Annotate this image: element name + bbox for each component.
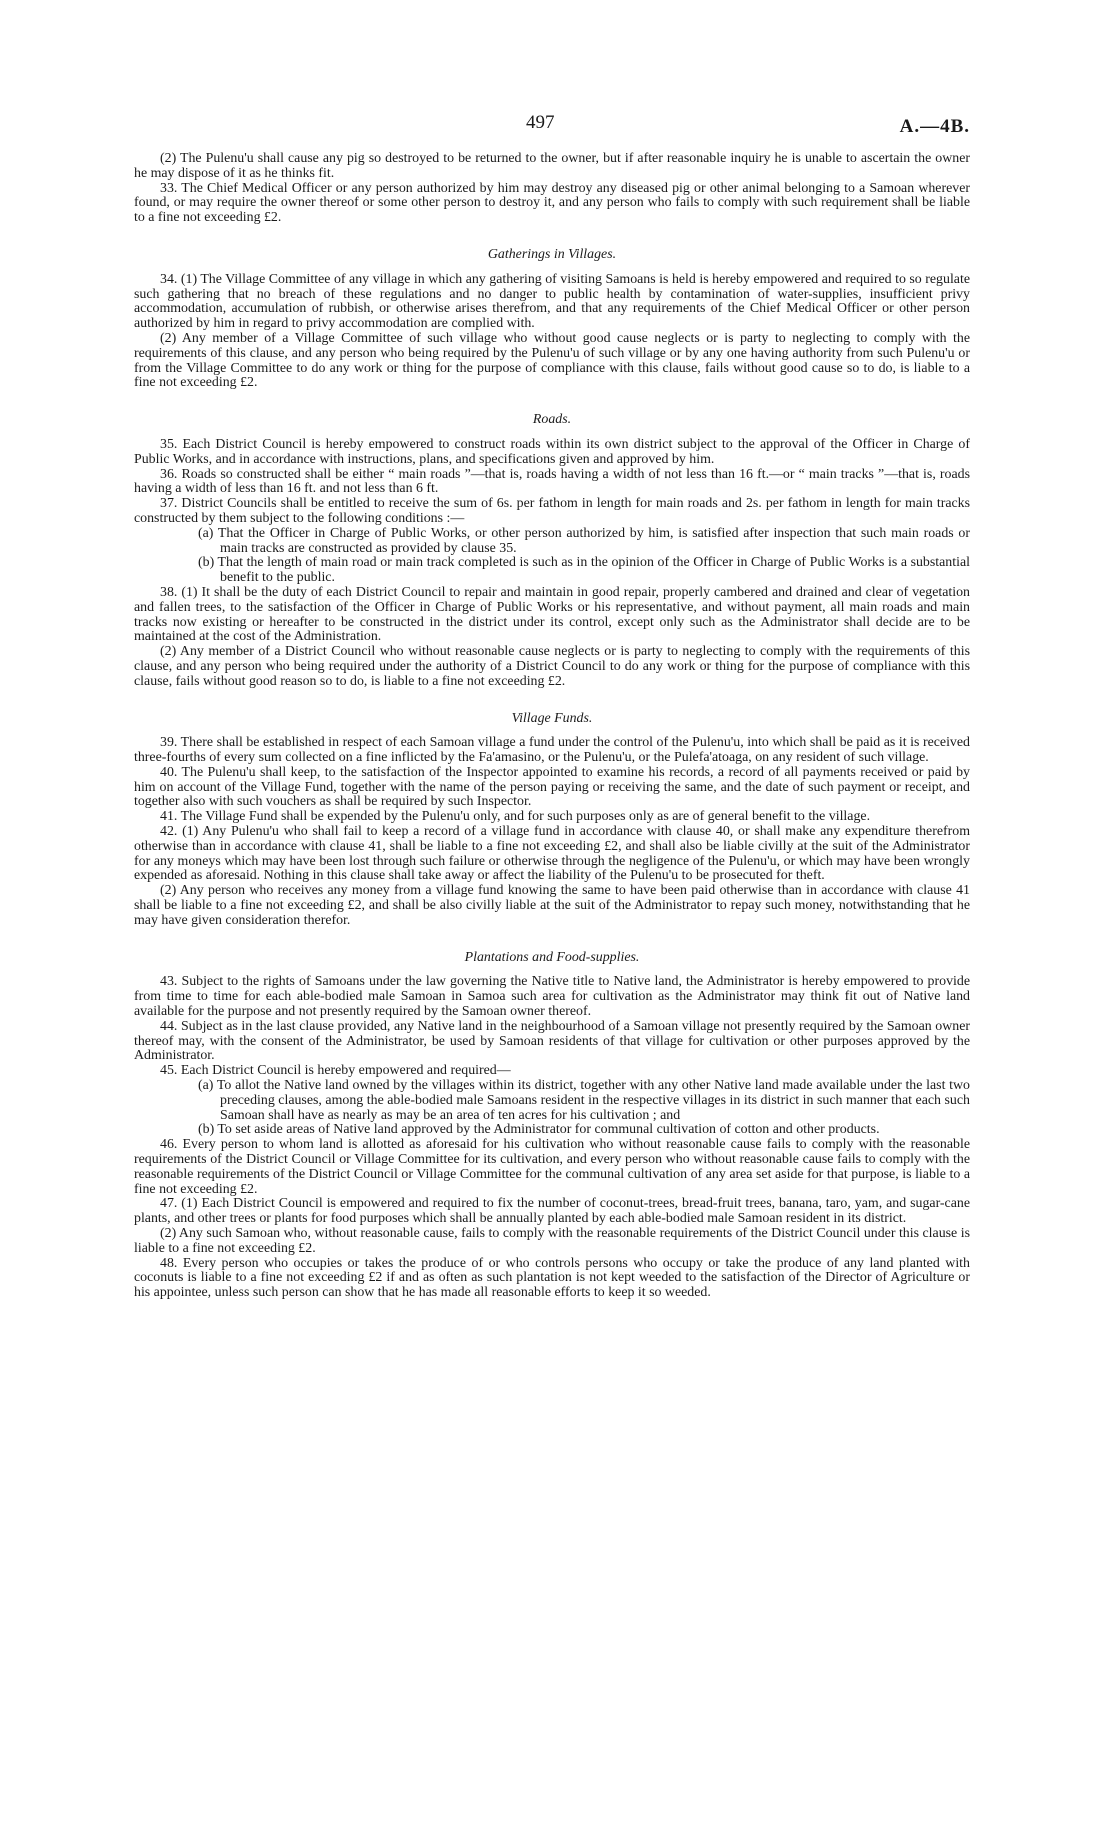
paragraph: 45. Each District Council is hereby empowered and required— xyxy=(160,1063,511,1079)
paragraph: 47. (1) Each District Council is empowered and required to fix the number of coconut-trees, bread-fruit trees, banana, taro, yam, and sugar-cane plants, and other trees or plants for food purposes which shall be annually planted by each able-bodied male Samoan resident in its district. xyxy=(134,1196,970,1227)
paragraph: 44. Subject as in the last clause provided, any Native land in the neighbourhood of a Samoan village not presently required by the Samoan owner thereof may, with the consent of the Administrator, be used by Samoan residents of that village for cultivation or other purposes approved by the Administrator. xyxy=(134,1018,970,1064)
document-page xyxy=(134,112,970,1301)
paragraph: (2) The Pulenu'u shall cause any pig so destroyed to be returned to the owner, but if after reasonable inquiry he is unable to ascertain the owner he may dispose of it as he thinks fit. xyxy=(134,151,970,181)
paragraph: 41. The Village Fund shall be expended by the Pulenu'u only, and for such purposes only as are of general benefit to the village. xyxy=(160,809,871,825)
list-item: (a) That the Officer in Charge of Public Works, or other person authorized by him, is satisfied after inspection that such main roads or main tracks are constructed as provided by clause 35. xyxy=(198,525,970,556)
paragraph: 36. Roads so constructed shall be either “ main roads ”—that is, roads having a width of not less than 16 ft.—or “ main tracks ”—that is, roads having a width of less than 16 ft. and not less than 6 ft. xyxy=(134,466,970,497)
paragraph: (2) Any such Samoan who, without reasonable cause, fails to comply with the reasonable requirements of the District Council under this clause is liable to a fine not exceeding £2. xyxy=(134,1226,970,1256)
page-number: 497 xyxy=(526,112,555,133)
list-item: (b) To set aside areas of Native land approved by the Administrator for communal cultivation of cotton and other products. xyxy=(198,1122,880,1138)
section-heading: Gatherings in Villages. xyxy=(487,246,617,262)
paragraph: 35. Each District Council is hereby empowered to construct roads within its own district subject to the approval of the Officer in Charge of Public Works, and in accordance with instructions, plans, and specifications given and approved by him. xyxy=(134,436,970,467)
paragraph: (2) Any member of a District Council who without reasonable cause neglects or is party to neglecting to comply with the requirements of this clause, and any person who being required under the authority of a District Council to do any work or thing for the purpose of compliance with this clause, fails without good reason so to do, is liable to a fine not exceeding £2. xyxy=(134,644,970,689)
section-heading: Roads. xyxy=(532,412,572,428)
paragraph: 42. (1) Any Pulenu'u who shall fail to keep a record of a village fund in accordance with clause 40, or shall make any expenditure therefrom otherwise than in accordance with clause 41, shall be liable to a fine not exceeding £2, and shall also be liable civilly at the suit of the Administrator for any moneys which may have been lost through such failure or otherwise through the negligence of the Pulenu'u, or which may have been wrongly expended as aforesaid. Nothing in this clause shall take away or affect the liability of the Pulenu'u to be prosecuted for theft. xyxy=(134,824,970,884)
paragraph: 38. (1) It shall be the duty of each District Council to repair and maintain in good repair, properly cambered and drained and clear of vegetation and fallen trees, to the satisfaction of the Officer in Charge of Public Works or his representative, and without payment, all main roads and main tracks now existing or hereafter to be constructed in the district under its control, except only such as the Administrator shall decide are to be maintained at the cost of the Administration. xyxy=(134,584,970,645)
paragraph: 33. The Chief Medical Officer or any person authorized by him may destroy any diseased pig or other animal belonging to a Samoan wherever found, or may require the owner thereof or some other person to destroy it, and any person who fails to comply with such requirement shall be liable to a fine not exceeding £2. xyxy=(134,180,970,226)
section-heading: Plantations and Food-supplies. xyxy=(464,949,640,965)
paragraph: 43. Subject to the rights of Samoans under the law governing the Native title to Native land, the Administrator is hereby empowered to provide from time to time for each able-bodied male Samoan in Samoa such area for cultivation as the Administrator may think fit out of Native land available for the purpose and not presently required by the Samoan owner thereof. xyxy=(134,974,970,1020)
paragraph: (2) Any person who receives any money from a village fund knowing the same to have been paid otherwise than in accordance with clause 41 shall be liable to a fine not exceeding £2, and shall be also civilly liable at the suit of the Administrator to repay such money, notwithstanding that he may have given consideration therefor. xyxy=(134,883,970,928)
paragraph: 46. Every person to whom land is allotted as aforesaid for his cultivation who without reasonable cause fails to comply with the reasonable requirements of the District Council or Village Committee for its cultivation, and every person who without reasonable cause fails to comply with the reasonable requirements of the District Council or Village Committee for the communal cultivation of any area set aside for that purpose, is liable to a fine not exceeding £2. xyxy=(134,1137,970,1197)
paragraph: 48. Every person who occupies or takes the produce of or who controls persons who occupy or take the produce of any land planted with coconuts is liable to a fine not exceeding £2 if and as often as such plantation is not kept weeded to the satisfaction of the Director of Agriculture or his appointee, unless such person can show that he has made all reasonable efforts to keep it so weeded. xyxy=(134,1255,970,1301)
paragraph: 34. (1) The Village Committee of any village in which any gathering of visiting Samoans is held is hereby empowered and required to so regulate such gathering that no breach of these regulations and no danger to public health by contamination of water-supplies, insufficient privy accommodation, accumulation of rubbish, or otherwise arises therefrom, and that any requirements of the Chief Medical Officer or other person authorized by him in regard to privy accommodation are complied with. xyxy=(134,271,970,332)
paragraph: (2) Any member of a Village Committee of such village who without good cause neglects or is party to neglecting to comply with the requirements of this clause, and any person who being required by the Pulenu'u of such village or by any one having authority from such Pulenu'u or from the Village Committee to do any work or thing for the purpose of compliance with this clause, fails without good cause so to do, is liable to a fine not exceeding £2. xyxy=(134,330,970,391)
list-item: (b) That the length of main road or main track completed is such as in the opinion of the Officer in Charge of Public Works is a substantial benefit to the public. xyxy=(198,555,970,586)
paragraph: 37. District Councils shall be entitled to receive the sum of 6s. per fathom in length for main roads and 2s. per fathom in length for main tracks constructed by them subject to the following conditions :— xyxy=(134,496,970,526)
document-body xyxy=(134,152,970,1301)
page-header xyxy=(134,112,970,152)
paragraph: 40. The Pulenu'u shall keep, to the satisfaction of the Inspector appointed to examine his records, a record of all payments received or paid by him on account of the Village Fund, together with the name of the person paying or receiving the same, and the date of such payment or receipt, and together also with such vouchers as shall be required by such Inspector. xyxy=(134,764,970,810)
list-item: (a) To allot the Native land owned by the villages within its district, together with any other Native land made available under the last two preceding clauses, among the able-bodied male Samoans resident in the respective villages in its district in such manner that each such Samoan shall have as nearly as may be an area of ten acres for his cultivation ; and xyxy=(198,1078,970,1123)
paragraph: 39. There shall be established in respect of each Samoan village a fund under the control of the Pulenu'u, into which shall be paid as it is received three-fourths of every sum collected on a fine inflicted by the Fa'amasino, or the Pulenu'u, or the Pulefa'atoaga, on any resident of such village. xyxy=(134,735,970,766)
section-heading: Village Funds. xyxy=(511,710,593,726)
document-reference: A.—4B. xyxy=(899,116,970,137)
